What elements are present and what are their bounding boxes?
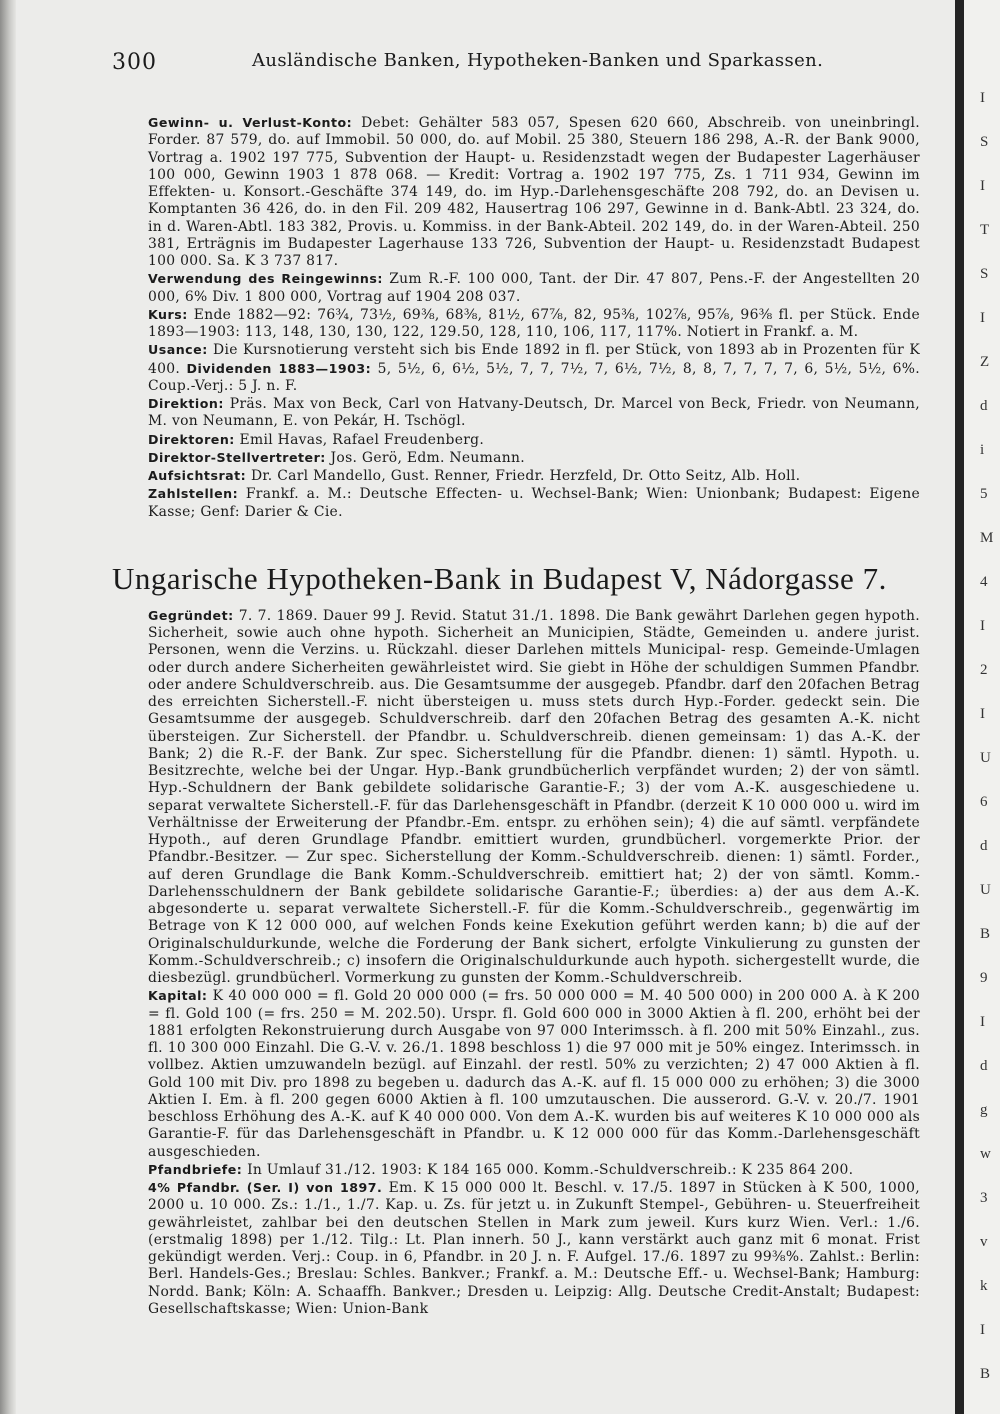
facing-page-fragment: 6 (980, 794, 988, 810)
facing-page-fragment: S (980, 134, 989, 150)
paragraph-usance (112, 341, 920, 395)
facing-page-fragment: d (980, 398, 988, 414)
facing-page-fragment: I (980, 1014, 985, 1030)
label-pfandbriefe: Pfandbriefe: (148, 1161, 243, 1177)
facing-page-fragment: I (980, 310, 985, 326)
facing-page-fragment: d (980, 838, 988, 854)
facing-page-fragment: 4 (980, 574, 988, 590)
paragraph-pfandbriefe (112, 1161, 920, 1179)
label-usance: Usance: (148, 342, 208, 358)
page-number: 300 (112, 50, 157, 75)
label-gewinn: Gewinn- u. Verlust-Konto: (148, 115, 353, 130)
scan-left-edge (0, 0, 16, 1414)
facing-page-fragment: B (980, 926, 991, 942)
facing-page-edge (964, 0, 1000, 1414)
text-aufsichtsrat: Dr. Carl Mandello, Gust. Renner, Friedr. Herzfeld, Dr. Otto Seitz, Alb. Holl. (250, 468, 801, 484)
facing-page-fragment: 5 (980, 486, 988, 502)
label-zahlstellen: Zahlstellen: (148, 486, 239, 502)
facing-page-fragment: T (980, 222, 990, 238)
paragraph-pfandbr-ser1 (112, 1179, 920, 1318)
facing-page-fragment: U (980, 750, 991, 766)
facing-page-fragment: B (980, 1366, 991, 1382)
facing-page-fragment: i (980, 442, 985, 458)
facing-page-fragment: 2 (980, 662, 988, 678)
text-kapital: K 40 000 000 = fl. Gold 20 000 000 (= frs. 50 000 000 = M. 40 500 000) in 200 000 A. à K 200 = fl. Gold 100 (= frs. 250 = M. 202.50). Urspr. fl. Gold 600 000 in 3000 Aktien à fl. 200, erhöht bei der 1881 erfolgten Rekonstruierung durch Ausgabe von 97 000 Interimssch. à fl. 200 mit 50% Einzahl., zus. fl. 10 300 000 Einzahl. Die G.-V. v. 26./1. 1898 beschloss 1) die 97 000 mit je 50% eingez. Interimssch. in vollbez. Aktien umzuwandeln bezügl. auf Einzahl. der restl. 50% zu verzichten; 2) 47 000 Aktien à fl. Gold 100 mit Div. pro 1898 zu begeben u. dadurch das A.-K. auf fl. 15 000 000 zu erhöhen; 3) die 3000 Aktien I. Em. à fl. 200 gegen 6000 Aktien à fl. 100 umzutauschen. Die ausserord. G.-V. v. 20./7. 1901 beschloss Erhöhung des A.-K. auf K 40 000 000. Von dem A.-K. wurden bis auf weiteres K 10 000 000 als Garantie-F. für das Darlehensgeschäft in Pfandbr. u. K 12 000 000 für das Komm.-Darlehensgeschäft ausgeschieden. (148, 988, 920, 1160)
facing-page-fragment: I (980, 90, 985, 106)
facing-page-fragment: I (980, 178, 985, 194)
paragraph-kapital (112, 987, 920, 1161)
facing-page-fragment: I (980, 618, 985, 634)
facing-page-fragment: M (980, 530, 994, 546)
facing-page-fragment: I (980, 1322, 985, 1338)
text-zahlstellen: Frankf. a. M.: Deutsche Effecten- u. Wechsel-Bank; Wien: Unionbank; Budapest: Eigene Kasse; Genf: Darier & Cie. (148, 486, 920, 520)
facing-page-fragment: g (980, 1102, 988, 1118)
label-direktion: Direktion: (148, 396, 224, 411)
label-gegruendet: Gegründet: (148, 607, 234, 623)
page-header (112, 44, 920, 74)
text-kurs: Ende 1882—92: 76¾, 73½, 69⅜, 68⅜, 81½, 67⅞, 82, 95⅜, 102⅞, 95⅞, 96⅜ fl. per Stück. Ende 1893—1903: 113, 148, 130, 130, 122, 129.50, 128, 110, 106, 117, 117%. Notiert in Frankf. a. M. (148, 306, 920, 340)
text-pfandbriefe: In Umlauf 31./12. 1903: K 184 165 000. Komm.-Schuldverschreib.: K 235 864 200. (247, 1161, 854, 1178)
book-page (112, 44, 920, 1318)
facing-page-fragment: w (980, 1146, 991, 1162)
facing-page-fragment: 9 (980, 970, 988, 986)
paragraph-gewinn (112, 114, 920, 270)
label-kurs: Kurs: (148, 306, 188, 322)
paragraph-kurs (112, 306, 920, 342)
facing-page-fragment: v (980, 1234, 988, 1250)
text-verwendung: Zum R.-F. 100 000, Tant. der Dir. 47 807, Pens.-F. der Angestellten 20 000, 6% Div. 1 800 000, Vortrag auf 1904 208 037. (148, 271, 920, 305)
text-usance: Die Kursnotierung versteht sich bis Ende 1892 in fl. per Stück, von 1893 ab in Prozenten für K 400. (148, 342, 920, 377)
label-pfandbr-ser1: 4% Pfandbr. (Ser. I) von 1897. (148, 1180, 383, 1195)
label-kapital: Kapital: (148, 988, 208, 1004)
text-gewinn: Debet: Gehälter 583 057, Spesen 620 660, Abschreib. von uneinbringl. Forder. 87 579, do. auf Immobil. 50 000, do. auf Mobil. 25 380, Steuern 186 298, A.-R. der Bank 9000, Vortrag a. 1902 197 775, Subvention der Haupt- u. Residenzstadt wegen der Budapester Lagerhäuser 100 000, Gewinn 1903 1 878 068. — Kredit: Vortrag a. 1902 197 775, Zs. 1 711 934, Gewinn im Effekten- u. Konsort.-Geschäfte 374 149, do. im Hyp.-Darlehensgeschäfte 208 792, do. an Devisen u. Komptanten 36 426, do. in den Fil. 209 482, Hausertrag 106 297, Gewinne in d. Bank-Abtl. 23 324, do. in d. Waren-Abtl. 183 382, Provis. u. Kommiss. in der Bank-Abteil. 202 149, do. in der Waren-Abteil. 250 381, Erträgnis im Budapester Lagerhause 133 726, Subvention der Haupt- u. Residenzstadt Budapest 100 000. Sa. K 3 737 817. (148, 115, 920, 269)
text-direktoren: Emil Havas, Rafael Freudenberg. (239, 431, 485, 448)
section-bank-details (112, 114, 920, 521)
facing-page-fragment: k (980, 1278, 988, 1294)
paragraph-zahlstellen (112, 485, 920, 521)
facing-page-fragment: Z (980, 354, 990, 370)
text-stellvertreter: Jos. Gerö, Edm. Neumann. (330, 449, 525, 466)
paragraph-stellvertreter (112, 449, 920, 467)
text-gegruendet: 7. 7. 1869. Dauer 99 J. Revid. Statut 31./1. 1898. Die Bank gewährt Darlehen gegen hypoth. Sicherheit, sowie auch ohne hypoth. Sicherheit an Municipien, Städte, Gemeinden u. andere jurist. Personen, wenn die Verzins. u. Rückzahl. dieser Darlehen mittels Municipal- resp. Gemeinde-Umlagen oder durch andere Sicherheiten gewährleistet wird. Sie giebt in Höhe der schuldigen Summen Pfandbr. oder andere Schuldverschreib. aus. Die Gesamtsumme der ausgegeb. Pfandbr. darf den 20fachen Betrag des erreichten Sicherstell.-F. nicht übersteigen u. muss stets durch Hyp.-Forder. gedeckt sein. Die Gesamtsumme der ausgegeb. Schuldverschreib. darf den 20fachen Betrag des gesamten A.-K. nicht übersteigen. Zur Sicherstell. der Pfandbr. u. Schuldverschreib. dienen gemeinsam: 1) das A.-K. der Bank; 2) die R.-F. der Bank. Zur spec. Sicherstellung für die Pfandbr. dienen: 1) sämtl. Hypoth. u. Besitzrechte, welche bei der Ungar. Hyp.-Bank grundbücherlich verpfändet wurden; 2) der von sämtl. Hyp.-Schuldnern der Bank gebildete solidarische Garantie-F.; 3) der vom A.-K. ausgeschiedene u. separat verwaltete Sicherstell.-F. für das Darlehensgeschäft in Pfandbr. (derzeit K 10 000 000 u. wird im Verhältnisse der Erweiterung der Pfandbr.-Em. entspr. zu erhöhen sein); 4) die auf sämtl. verpfändete Hypoth., auf deren Grundlage Pfandbr. emittiert wurden, grundbücherl. vorgemerkte Prior. der Pfandbr.-Besitzer. — Zur spec. Sicherstellung der Komm.-Schuldverschreib. dienen: 1) sämtl. Forder., auf deren Grundlage die Bank Komm.-Schuldverschreib. emittiert hat; 2) der von sämtl. Komm.-Darlehensschuldnern der Bank gebildete solidarische Garantie-F.; überdies: a) der aus dem A.-K. abgesonderte u. separat verwaltete Sicherstell.-F. für die Komm.-Schuldverschreib., gegenwärtig im Betrage von K 12 000 000, auf welchen Fonds keine Exekution geführt werden kann; b) die auf der Originalschuldurkunde, welche die Forderung der Bank sichert, erfolgte Vinkulierung zu gunsten der Komm.-Schuldverschreib.; c) insofern die Originalschuldurkunde auch hypoth. sichergestellt wurde, die diesbezügl. grundbücherl. Vormerkung zu gunsten der Komm.-Schuldverschreib. (148, 607, 921, 986)
section-hypotheken-bank (112, 607, 920, 1318)
paragraph-gegruendet (112, 607, 920, 988)
facing-page-fragment: 3 (980, 1190, 988, 1206)
facing-page-fragment: d (980, 1058, 988, 1074)
facing-page-fragment: S (980, 266, 989, 282)
paragraph-verwendung (112, 270, 920, 306)
text-dividenden: 5, 5½, 6, 6½, 5½, 7, 7, 7½, 7, 6½, 7½, 8, 8, 7, 7, 7, 7, 6, 5½, 5½, 6%. Coup.-Verj.: 5 J. n. F. (148, 360, 921, 394)
facing-page-fragment: I (980, 706, 985, 722)
label-dividenden: Dividenden 1883—1903: (186, 360, 372, 376)
book-spine (955, 0, 964, 1414)
paragraph-direktoren (112, 431, 920, 449)
facing-page-fragment: U (980, 882, 991, 898)
text-direktion: Präs. Max von Beck, Carl von Hatvany-Deutsch, Dr. Marcel von Beck, Friedr. von Neumann, M. von Neumann, E. von Pekár, H. Tschögl. (148, 396, 920, 430)
section-title: Ungarische Hypotheken-Bank in Budapest V, Nádorgasse 7. (112, 560, 887, 596)
label-direktoren: Direktoren: (148, 431, 235, 447)
text-pfandbr-ser1: Em. K 15 000 000 lt. Beschl. v. 17./5. 1897 in Stücken à K 500, 1000, 2000 u. 10 000. Zs.: 1./1., 1./7. Kap. u. Zs. für jetzt u. in Zukunft Stempel-, Gebühren- u. Steuerfreiheit gewährleistet, zahlbar bei den deutschen Stellen in Mark zum jeweil. Kurs kurz Wien. Verl.: 1./6. (erstmalig 1898) per 1./12. Tilg.: Lt. Plan innerh. 50 J., kann verstärkt auch ganz mit 6 monat. Frist gekündigt werden. Verj.: Coup. in 6, Pfandbr. in 20 J. n. F. Aufgel. 17./6. 1897 zu 99⅜%. Zahlst.: Berlin: Berl. Handels-Ges.; Breslau: Schles. Bankver.; Frankf. a. M.: Deutsche Eff.- u. Wechsel-Bank; Hamburg: Nordd. Bank; Köln: A. Schaaffh. Bankver.; Dresden u. Leipzig: Allg. Deutsche Credit-Anstalt; Budapest: Gesellschaftskasse; Wien: Union-Bank (148, 1180, 920, 1317)
label-stellvertreter: Direktor-Stellvertreter: (148, 449, 326, 465)
label-aufsichtsrat: Aufsichtsrat: (148, 468, 247, 483)
label-verwendung: Verwendung des Reingewinns: (148, 271, 383, 287)
running-title: Ausländische Banken, Hypotheken-Banken und Sparkassen. (252, 50, 824, 71)
paragraph-direktion (112, 395, 920, 431)
paragraph-aufsichtsrat (112, 467, 920, 485)
